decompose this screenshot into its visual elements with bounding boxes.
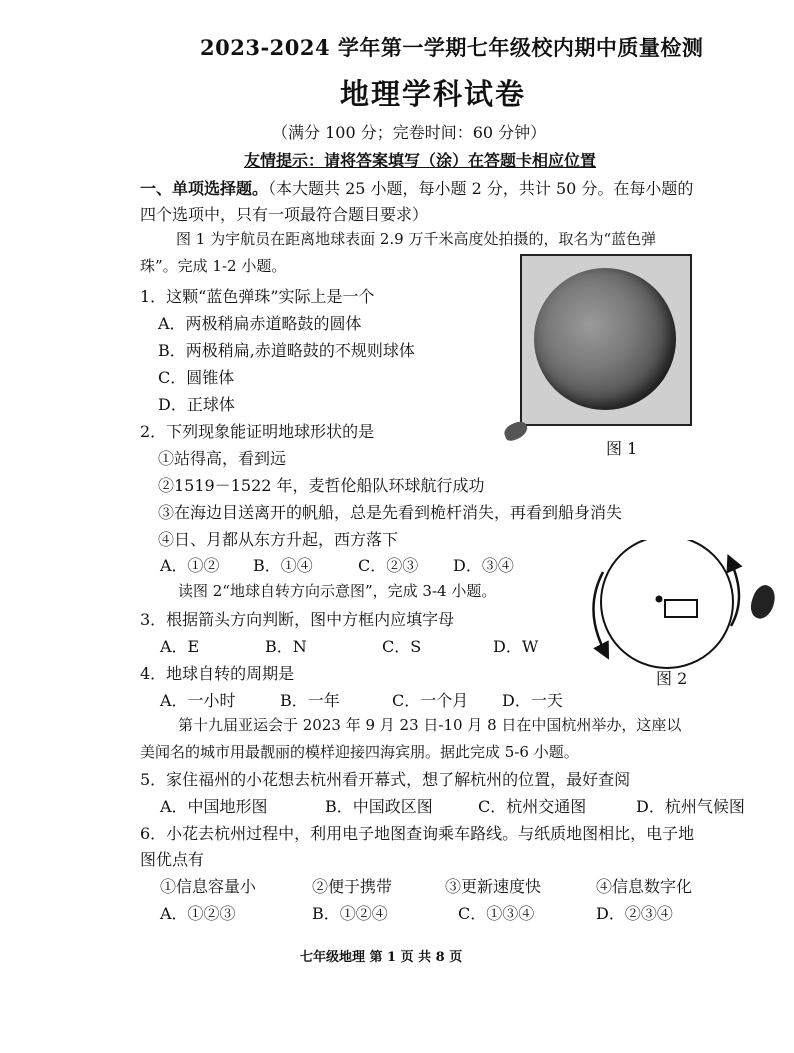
q4-option-d: D．一天 (502, 691, 563, 710)
q6-option-a: A．①②③ (160, 904, 236, 923)
intro-q5-6-line2: 美闻名的城市用最靓丽的模样迎接四海宾朋。据此完成 5-6 小题。 (140, 743, 579, 761)
pole-dot (656, 596, 663, 603)
earth-circle (601, 540, 733, 668)
q6-statement-3: ③更新速度快 (445, 877, 542, 896)
q2-statement-1: ①站得高，看到远 (158, 449, 287, 468)
q2-statement-2: ②1519－1522 年，麦哲伦船队环球航行成功 (158, 476, 485, 495)
q6-statement-1: ①信息容量小 (160, 877, 257, 896)
figure-2-rotation-diagram (575, 540, 765, 670)
figure-1-label: 图 1 (606, 439, 638, 458)
q5-option-c: C．杭州交通图 (478, 797, 587, 816)
q3-option-d: D．W (493, 637, 539, 656)
q2-option-b: B．①④ (253, 556, 313, 575)
earth-photo (534, 268, 676, 410)
q4-option-c: C．一个月 (392, 691, 469, 710)
section-heading: 一、单项选择题。 (140, 179, 269, 198)
figure-2-label: 图 2 (656, 669, 688, 688)
exam-info: （满分 100 分；完卷时间：60 分钟） (272, 123, 547, 142)
intro-q3-4: 读图 2“地球自转方向示意图”，完成 3-4 小题。 (178, 582, 497, 600)
answer-box (665, 600, 697, 617)
q6-option-c: C．①③④ (458, 904, 535, 923)
figure-1-photo (520, 254, 692, 426)
section-heading-line1 (140, 176, 693, 199)
q1-option-d: D．正球体 (158, 395, 235, 414)
q6-option-b: B．①②④ (312, 904, 388, 923)
page-footer: 七年级地理 第 1 页 共 8 页 (300, 950, 463, 965)
exam-title: 2023-2024 学年第一学期七年级校内期中质量检测 (200, 35, 704, 60)
q6-statement-2: ②便于携带 (312, 877, 393, 896)
q5-option-a: A．中国地形图 (160, 797, 268, 816)
section-desc-1: （本大题共 25 小题，每小题 2 分，共计 50 分。在每小题的 (268, 179, 694, 198)
q1-option-a: A．两极稍扁赤道略鼓的圆体 (158, 314, 362, 333)
q6-statement-4: ④信息数字化 (596, 877, 693, 896)
q2-statement-3: ③在海边目送离开的帆船，总是先看到桅杆消失，再看到船身消失 (158, 503, 623, 522)
q5-option-d: D．杭州气候图 (636, 797, 745, 816)
intro-q1-2-line2: 珠”。完成 1-2 小题。 (140, 257, 287, 275)
q2-stem: 2．下列现象能证明地球形状的是 (140, 422, 375, 441)
q6-stem-line2: 图优点有 (140, 850, 205, 869)
q4-option-b: B．一年 (280, 691, 340, 710)
q4-stem: 4．地球自转的周期是 (140, 664, 295, 683)
q2-statement-4: ④日、月都从东方升起，西方落下 (158, 530, 399, 549)
q6-stem-line1: 6．小花去杭州过程中，利用电子地图查询乘车路线。与纸质地图相比，电子地 (140, 824, 695, 843)
q5-option-b: B．中国政区图 (325, 797, 433, 816)
q6-option-d: D．②③④ (596, 904, 673, 923)
q2-option-a: A．①② (160, 556, 220, 575)
q2-option-d: D．③④ (453, 556, 514, 575)
q3-option-b: B．N (265, 637, 307, 656)
q3-option-a: A．E (160, 637, 200, 656)
q3-stem: 3．根据箭头方向判断，图中方框内应填字母 (140, 610, 455, 629)
q1-option-c: C．圆锥体 (158, 368, 235, 387)
q1-stem: 1．这颗“蓝色弹珠”实际上是一个 (140, 287, 375, 306)
q1-option-b: B．两极稍扁,赤道略鼓的不规则球体 (158, 341, 415, 360)
section-desc-2: 四个选项中，只有一项最符合题目要求） (140, 205, 429, 224)
q4-option-a: A．一小时 (160, 691, 236, 710)
q5-stem: 5．家住福州的小花想去杭州看开幕式，想了解杭州的位置，最好查阅 (140, 770, 631, 789)
q2-option-c: C．②③ (358, 556, 419, 575)
intro-q5-6-line1: 第十九届亚运会于 2023 年 9 月 23 日-10 月 8 日在中国杭州举办，这座以 (178, 716, 682, 734)
intro-q1-2-line1: 图 1 为宇航员在距离地球表面 2.9 万千米高度处拍摄的，取名为“蓝色弹 (176, 230, 657, 248)
q3-option-c: C．S (382, 637, 422, 656)
subject-title: 地理学科试卷 (340, 77, 527, 111)
scan-mark (502, 419, 530, 442)
notice: 友情提示：请将答案填写（涂）在答题卡相应位置 (244, 151, 597, 170)
